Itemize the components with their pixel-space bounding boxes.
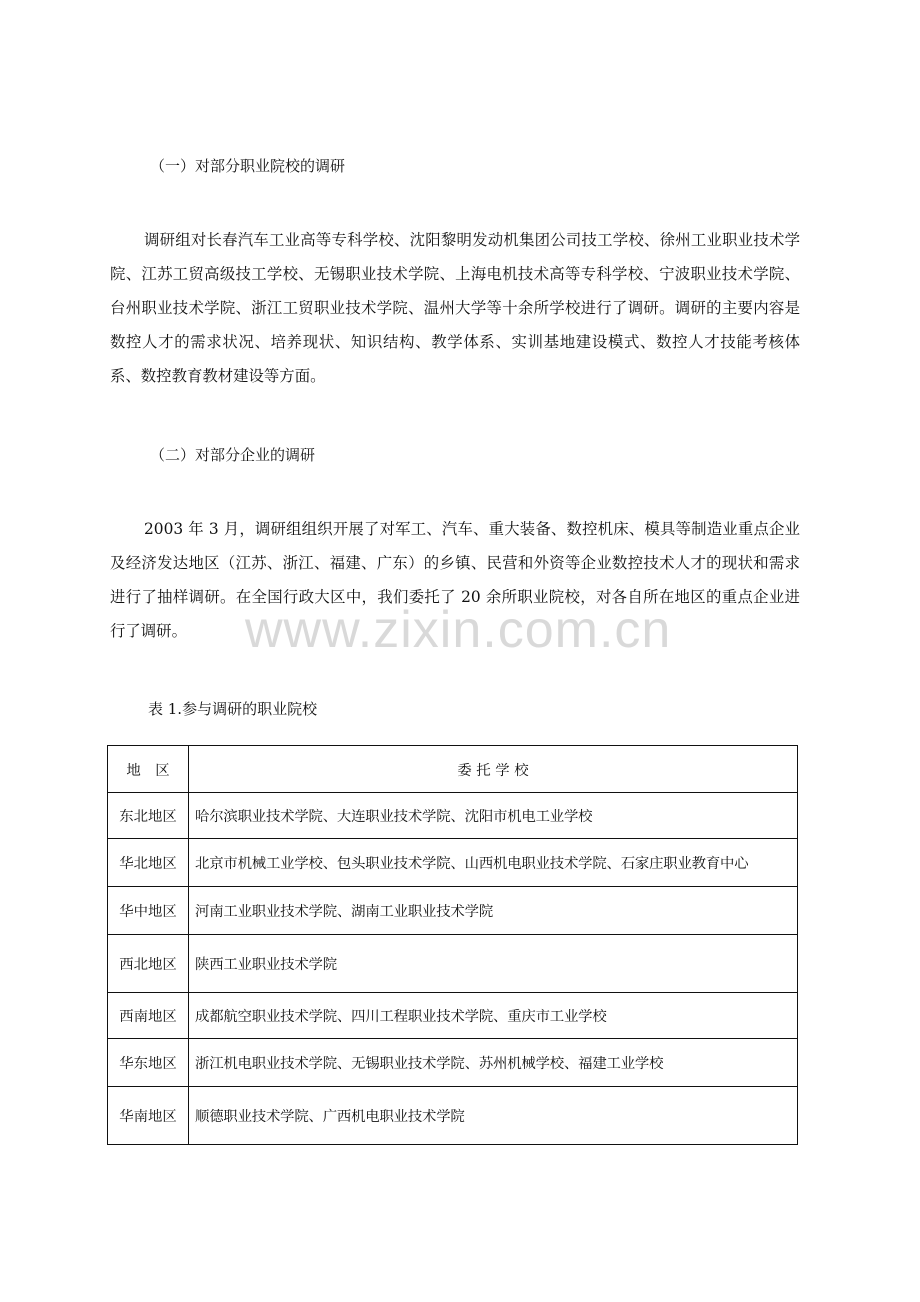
table-row [108, 887, 798, 935]
region-cell: 西南地区 [108, 993, 189, 1039]
section-heading-1: （一）对部分职业院校的调研 [150, 157, 346, 175]
region-cell: 华南地区 [108, 1087, 189, 1145]
table-row [108, 993, 798, 1039]
table-row [108, 839, 798, 887]
paragraph-2: 2003 年 3 月，调研组组织开展了对军工、汽车、重大装备、数控机床、模具等制造业重点企业及经济发达地区（江苏、浙江、福建、广东）的乡镇、民营和外资等企业数控技术人才的现状和需求进行了抽样调研。在全国行政大区中，我们委托了 20 余所职业院校，对各自所在地区的重点企业进行了调研。 [110, 520, 800, 640]
header-region: 地 区 [108, 746, 189, 793]
schools-cell: 河南工业职业技术学院、湖南工业职业技术学院 [189, 887, 798, 935]
table-row [108, 793, 798, 839]
table-header-row [108, 746, 798, 793]
schools-cell: 浙江机电职业技术学院、无锡职业技术学院、苏州机械学校、福建工业学校 [189, 1039, 798, 1087]
schools-cell: 成都航空职业技术学院、四川工程职业技术学院、重庆市工业学校 [189, 993, 798, 1039]
schools-cell: 北京市机械工业学校、包头职业技术学院、山西机电职业技术学院、石家庄职业教育中心 [189, 839, 798, 887]
watermark: www.zixin.com.cn [245, 601, 672, 659]
region-cell: 华北地区 [108, 839, 189, 887]
header-schools: 委 托 学 校 [189, 746, 798, 793]
table-caption: 表 1.参与调研的职业院校 [148, 700, 318, 718]
schools-cell: 陕西工业职业技术学院 [189, 935, 798, 993]
region-cell: 西北地区 [108, 935, 189, 993]
region-cell: 华中地区 [108, 887, 189, 935]
table-row [108, 1087, 798, 1145]
region-cell: 华东地区 [108, 1039, 189, 1087]
region-cell: 东北地区 [108, 793, 189, 839]
schools-table [107, 745, 798, 1145]
schools-cell: 顺德职业技术学院、广西机电职业技术学院 [189, 1087, 798, 1145]
paragraph-1: 调研组对长春汽车工业高等专科学校、沈阳黎明发动机集团公司技工学校、徐州工业职业技术学院、江苏工贸高级技工学校、无锡职业技术学院、上海电机技术高等专科学校、宁波职业技术学院、台州职业技术学院、浙江工贸职业技术学院、温州大学等十余所学校进行了调研。调研的主要内容是数控人才的需求状况、培养现状、知识结构、教学体系、实训基地建设模式、数控人才技能考核体系、数控教育教材建设等方面。 [110, 231, 800, 385]
table-row [108, 1039, 798, 1087]
schools-cell: 哈尔滨职业技术学院、大连职业技术学院、沈阳市机电工业学校 [189, 793, 798, 839]
table-row [108, 935, 798, 993]
section-heading-2: （二）对部分企业的调研 [150, 446, 316, 464]
